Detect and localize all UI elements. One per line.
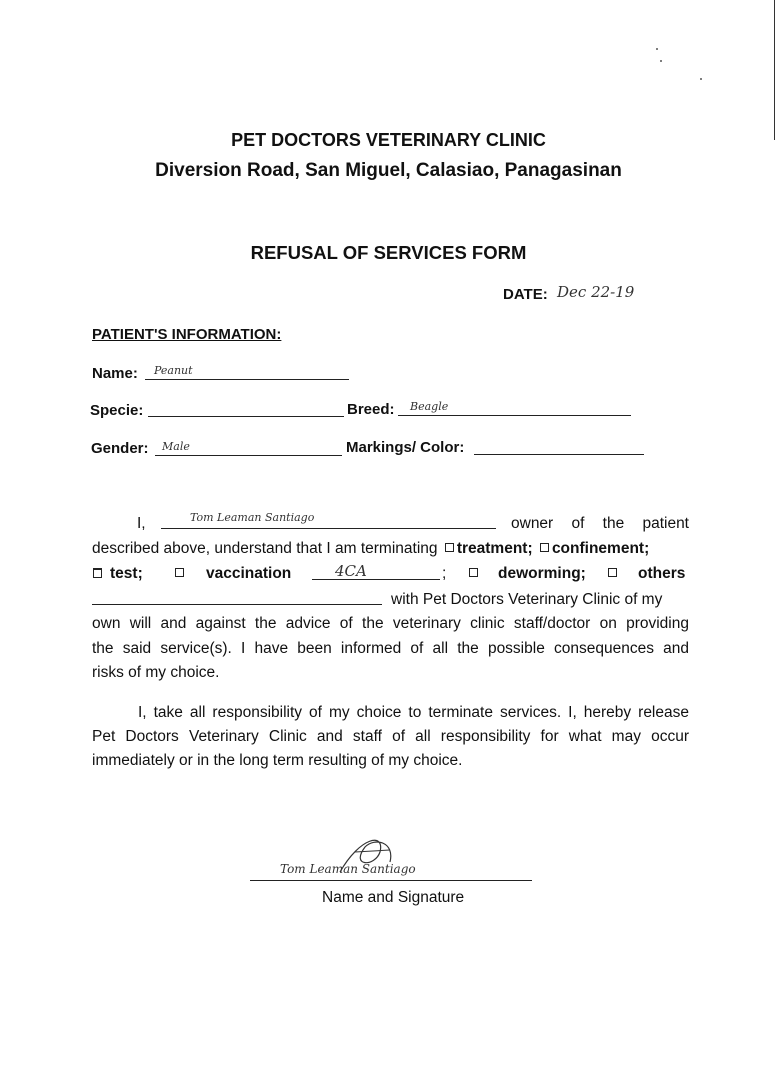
others-checkbox-wrap — [605, 562, 620, 587]
form-title: REFUSAL OF SERVICES FORM — [250, 242, 527, 263]
statement-line-5-text: own will and against the advice of the veterinary clinic staff/doctor on providing — [92, 615, 689, 632]
patient-section-title: PATIENT'S INFORMATION: — [92, 326, 282, 343]
signature-line — [250, 880, 532, 881]
breed-value: Beagle — [410, 400, 449, 413]
statement-line-2 — [92, 537, 689, 562]
statement-line-7: risks of my choice. — [92, 664, 220, 681]
semicolon: ; — [442, 565, 447, 582]
statement-i: I, — [137, 515, 146, 532]
clinic-name: PET DOCTORS VETERINARY CLINIC — [231, 130, 546, 150]
vaccination-checkbox[interactable] — [175, 568, 184, 577]
signature-handwritten: Tom Leaman Santiago — [280, 862, 416, 876]
specie-label: Specie: — [90, 402, 144, 419]
statement-line-3 — [90, 562, 690, 587]
release-line-2-text: Pet Doctors Veterinary Clinic and staff of all responsibility for what may occur — [92, 728, 689, 745]
vaccination-line — [312, 579, 440, 580]
statement-line-6-text: the said service(s). I have been informed of all the possible consequences and — [92, 640, 689, 657]
vaccination-option: vaccination — [206, 565, 292, 582]
release-line-1-text: I, take all responsibility of my choice to terminate services. I, hereby release — [138, 704, 689, 721]
treatment-option: treatment; — [456, 540, 533, 557]
statement-line-4: with Pet Doctors Veterinary Clinic of my — [391, 591, 663, 608]
clinic-address: Diversion Road, San Miguel, Calasiao, Panagasinan — [155, 160, 622, 181]
others-line — [92, 604, 382, 605]
owner-suffix-text: owner of the patient — [511, 515, 689, 532]
specie-line — [148, 416, 344, 417]
scan-speck — [700, 78, 702, 80]
page-edge — [774, 0, 775, 140]
release-line-1 — [138, 701, 689, 726]
vaccination-checkbox-wrap — [172, 562, 187, 587]
test-checkbox-wrap — [90, 562, 105, 587]
gender-label: Gender: — [91, 440, 149, 457]
date-value: Dec 22-19 — [557, 283, 635, 301]
date-label: DATE: — [503, 286, 548, 303]
release-line-3: immediately or in the long term resulting of my choice. — [92, 752, 463, 769]
scan-speck — [656, 48, 658, 50]
others-option: others — [638, 565, 686, 582]
signature-caption: Name and Signature — [322, 889, 465, 906]
test-checkbox-checked[interactable] — [93, 568, 102, 578]
breed-line — [398, 415, 631, 416]
statement-line-6 — [92, 637, 689, 662]
deworming-checkbox-wrap — [466, 562, 481, 587]
others-checkbox[interactable] — [608, 568, 617, 577]
name-label: Name: — [92, 365, 138, 382]
owner-name-line — [161, 528, 496, 529]
name-line — [145, 379, 349, 380]
owner-suffix — [511, 512, 689, 537]
markings-line — [474, 454, 644, 455]
deworming-option: deworming; — [498, 565, 586, 582]
markings-label: Markings/ Color: — [346, 439, 465, 456]
test-option: test; — [110, 565, 143, 582]
statement-line-2-text: described above, understand that I am terminating — [92, 540, 438, 557]
vaccination-value: 4CA — [335, 562, 367, 580]
release-line-2 — [92, 725, 689, 750]
gender-value: Male — [162, 440, 190, 453]
deworming-checkbox[interactable] — [469, 568, 478, 577]
confinement-option: confinement; — [551, 540, 650, 557]
statement-line-5 — [92, 612, 689, 637]
treatment-checkbox[interactable] — [445, 543, 454, 552]
owner-name-value: Tom Leaman Santiago — [190, 511, 315, 524]
name-value: Peanut — [154, 364, 193, 377]
confinement-checkbox[interactable] — [540, 543, 549, 552]
breed-label: Breed: — [347, 401, 395, 418]
scan-speck — [660, 60, 662, 62]
gender-line — [155, 455, 342, 456]
